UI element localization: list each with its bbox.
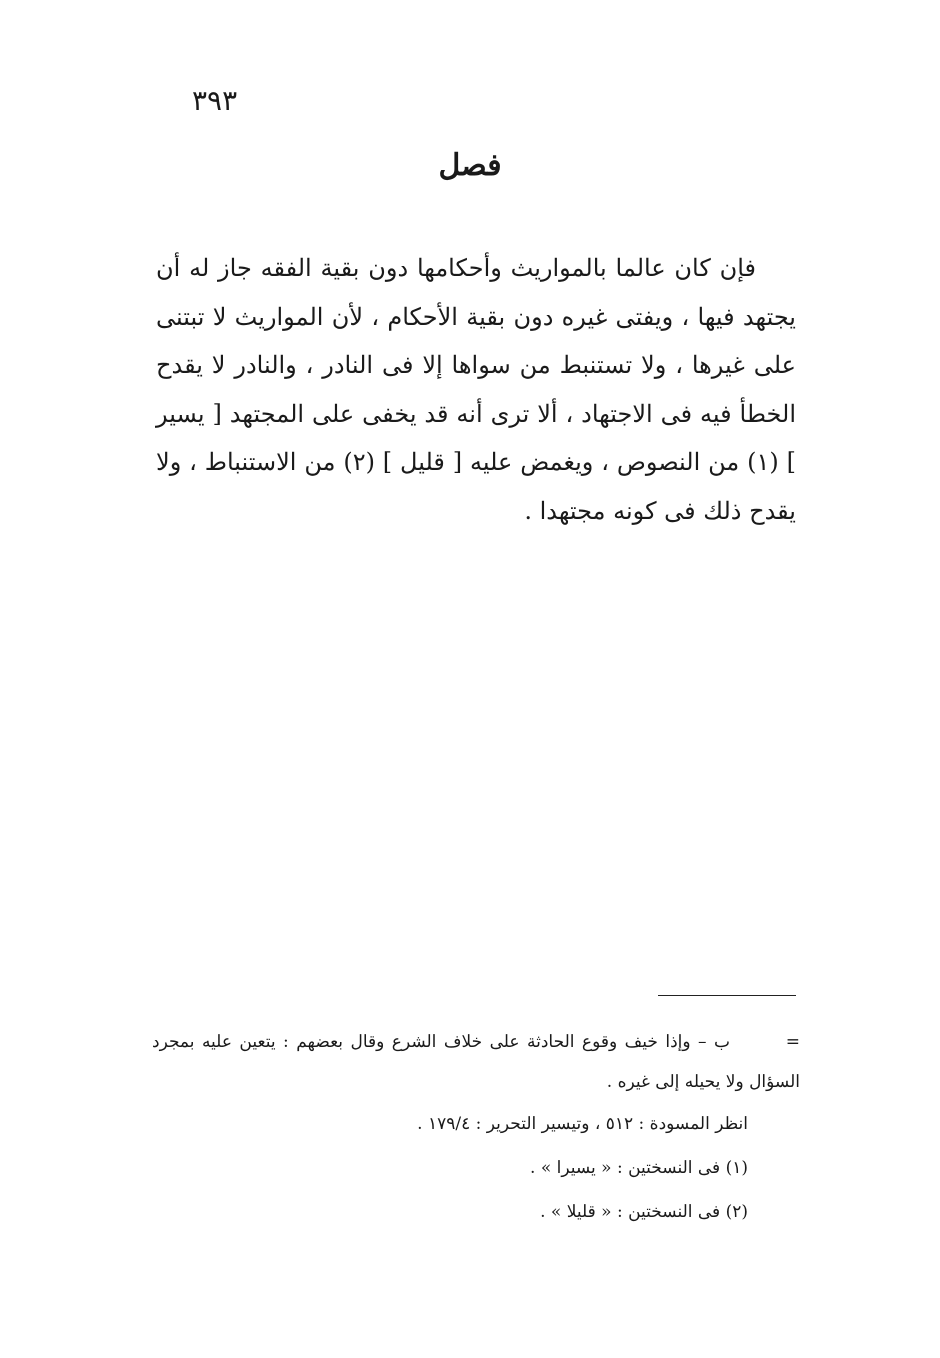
- footnote-2: (٢) فى النسختين : « قليلا » .: [540, 1202, 748, 1222]
- continuation-text: ب – وإذا خيف وقوع الحادثة على خلاف الشرع وقال بعضهم : يتعين عليه بمجرد السؤال ولا يحيله إلى غيره .: [152, 1032, 800, 1092]
- continuation-marker: =: [785, 1032, 800, 1052]
- footnote-continuation: [152, 1022, 800, 1102]
- main-body: [156, 244, 796, 535]
- footnote-1: (١) فى النسختين : « يسيرا » .: [530, 1158, 748, 1178]
- page-number: ٣٩٣: [192, 84, 238, 117]
- body-paragraph: فإن كان عالما بالمواريث وأحكامها دون بقية الفقه جاز له أن يجتهد فيها ، ويفتى غيره دون بقية الأحكام ، لأن المواريث لا تبتنى على غيرها ، ولا تستنبط من سواها إلا فى النادر ، والنادر لا يقدح الخطأ فيه فى الاجتهاد ، ألا ترى أنه قد يخفى على المجتهد [ يسير ] (١) من النصوص ، ويغمض عليه [ قليل ] (٢) من الاستنباط ، ولا يقدح ذلك فى كونه مجتهدا .: [156, 254, 796, 525]
- footnote-divider: [658, 995, 796, 996]
- footnote-reference: انظر المسودة : ٥١٢ ، وتيسير التحرير : ١٧٩/٤ .: [417, 1114, 748, 1134]
- section-title: فصل: [438, 148, 502, 183]
- footnotes: [152, 1022, 800, 1234]
